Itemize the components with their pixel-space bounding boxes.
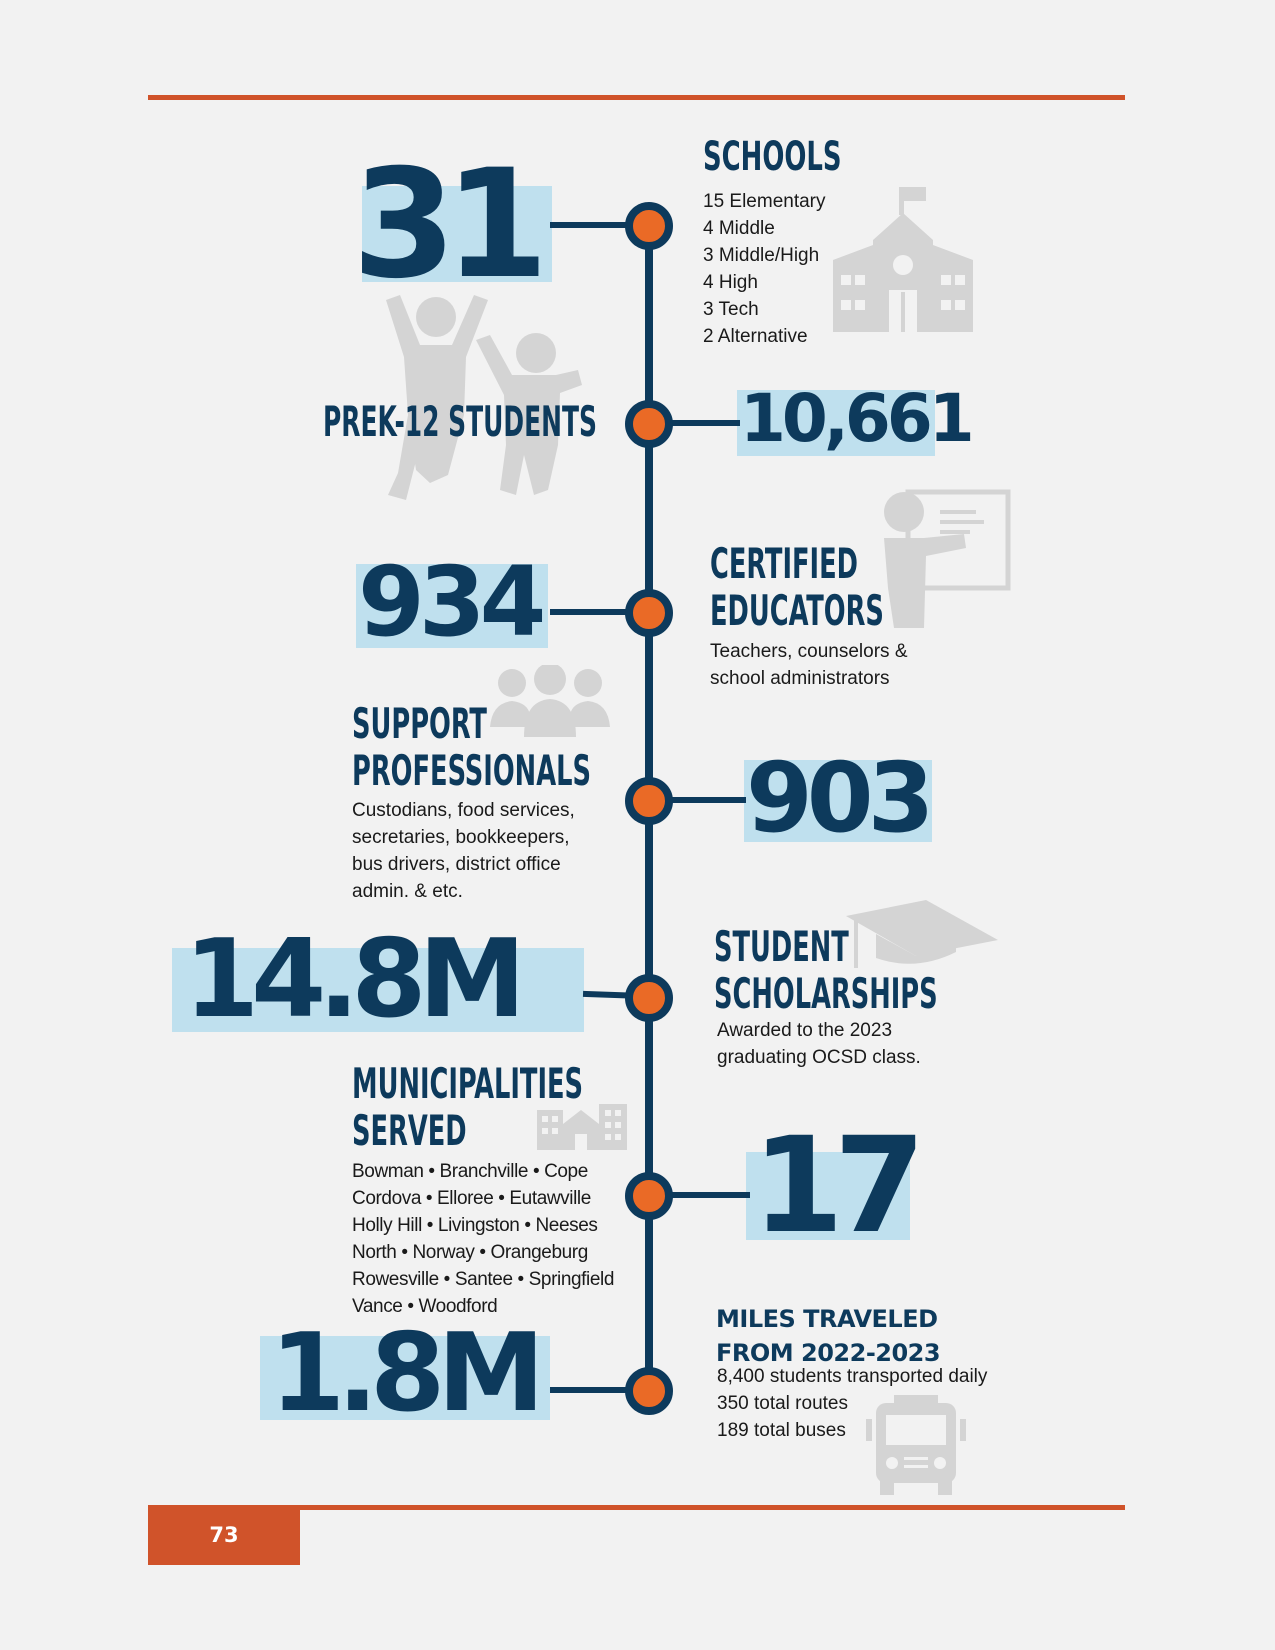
students-count: 10,661 — [740, 386, 971, 452]
support-description: Custodians, food services, secretaries, bookkeepers, bus drivers, district office admin. & etc. — [352, 800, 575, 902]
municipalities-heading: MUNICIPALITIES SERVED — [352, 1059, 584, 1156]
students-heading: PREK-12 STUDENTS — [323, 397, 597, 446]
page-number: 73 — [148, 1505, 300, 1565]
school-building-icon — [833, 185, 973, 335]
timeline-node-miles — [625, 1367, 673, 1415]
schools-count: 31 — [352, 150, 537, 300]
timeline-node-support — [625, 777, 673, 825]
timeline-node-students — [625, 400, 673, 448]
teacher-board-icon — [880, 488, 1012, 630]
scholarships-heading: STUDENT SCHOLARSHIPS — [714, 922, 938, 1019]
support-heading: SUPPORT PROFESSIONALS — [352, 699, 591, 796]
miles-description: 8,400 students transported daily 350 total routes 189 total buses — [717, 1366, 988, 1441]
educators-count: 934 — [358, 554, 540, 650]
scholarships-description: Awarded to the 2023 graduating OCSD class. — [717, 1020, 921, 1068]
timeline-node-schools — [625, 202, 673, 250]
miles-count: 1.8M — [270, 1320, 537, 1428]
municipalities-list: Bowman • Branchville • Cope Cordova • Elloree • Eutawville Holly Hill • Livingston • Neeses North • Norway • Orangeburg Rowesville • Santee • Springfield Vance • Woodford — [352, 1161, 615, 1317]
schools-heading: SCHOOLS — [703, 134, 842, 180]
educators-description: Teachers, counselors & school administrators — [710, 641, 908, 689]
schools-list: 15 Elementary 4 Middle 3 Middle/High 4 High 3 Tech 2 Alternative — [703, 191, 826, 347]
educators-heading: CERTIFIED EDUCATORS — [710, 539, 884, 636]
timeline-node-municipalities — [625, 1172, 673, 1220]
top-rule — [148, 95, 1125, 100]
timeline-node-educators — [625, 589, 673, 637]
timeline-node-scholarships — [625, 974, 673, 1022]
support-count: 903 — [746, 750, 928, 846]
municipalities-count: 17 — [752, 1120, 916, 1252]
miles-heading: MILES TRAVELED FROM 2022-2023 — [716, 1305, 941, 1367]
scholarships-amount: 14.8M — [184, 926, 518, 1034]
